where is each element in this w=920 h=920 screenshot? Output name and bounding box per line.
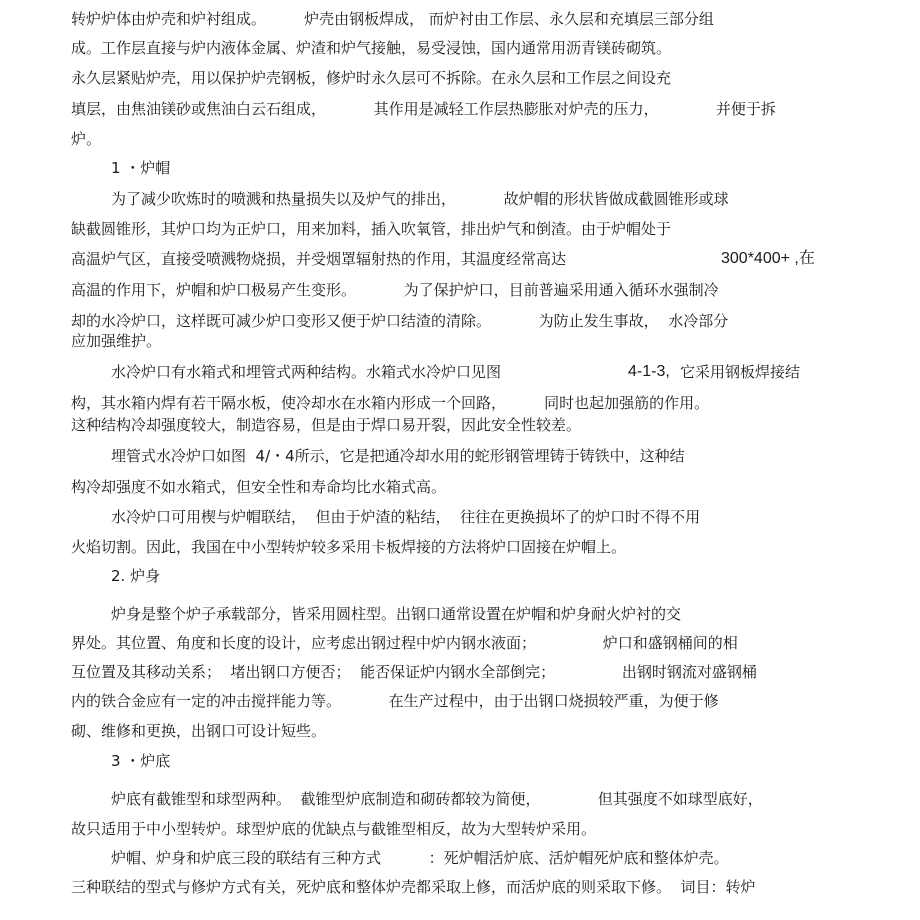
- text-line-22: 内的铁合金应有一定的冲击搅拌能力等。 在生产过程中，由于出钢口烧损较严重，为便于修: [71, 692, 719, 710]
- text-line-1: 转炉炉体由炉壳和炉衬组成。 炉壳由钢板焊成， 而炉衬由工作层、永久层和充填层三部分组: [71, 10, 714, 28]
- text-line-2: 成。工作层直接与炉内液体金属、炉渣和炉气接触，易受浸蚀，国内通常用沥青镁砖砌筑。: [71, 39, 672, 57]
- text-line-20: 界处。其位置、角度和长度的设计，应考虑出钢过程中炉内钢水液面； 炉口和盛钢桶间的相: [71, 634, 738, 652]
- text-line-5: 炉。: [71, 130, 102, 148]
- text-line-9: 高温的作用下，炉帽和炉口极易产生变形。 为了保护炉口，目前普遍采用通入循环水强制冷: [71, 281, 719, 299]
- text-line-4: 填层，由焦油镁砂或焦油白云石组成， 其作用是减轻工作层热膨胀对炉壳的压力， 并便于拆: [71, 100, 776, 118]
- text-line-23: 砌、维修和更换，出钢口可设计短些。: [71, 722, 327, 740]
- temperature-value: 300*400+ ,在: [721, 250, 815, 267]
- text-line-12b: 它采用钢板焊接结: [680, 363, 801, 381]
- text-line-14: 这种结构冷却强度较大，制造容易，但是由于焊口易开裂，因此安全性较差。: [71, 416, 582, 434]
- text-line-27: 三种联结的型式与修炉方式有关，死炉底和整体炉壳都采取上修，而活炉底的则采取下修。 词目：转炉: [71, 878, 756, 896]
- text-line-15: 埋管式水冷炉口如图 4/・4所示，它是把通冷却水用的蛇形钢管埋铸于铸铁中，这种结: [111, 447, 685, 465]
- text-line-24: 炉底有截锥型和球型两种。 截锥型炉底制造和砌砖都较为简便， 但其强度不如球型底好，: [111, 790, 763, 808]
- text-line-25: 故只适用于中小型转炉。球型炉底的优缺点与截锥型相反，故为大型转炉采用。: [71, 820, 597, 838]
- text-line-12: 水冷炉口有水箱式和埋管式两种结构。水箱式水冷炉口见图: [111, 363, 502, 381]
- text-line-26: 炉帽、炉身和炉底三段的联结有三种方式 ：死炉帽活炉底、活炉帽死炉底和整体炉壳。: [111, 849, 729, 867]
- text-line-7: 缺截圆锥形，其炉口均为正炉口，用来加料，插入吹氧管，排出炉气和倒渣。由于炉帽处于: [71, 220, 672, 238]
- text-line-19: 炉身是整个炉子承载部分，皆采用圆柱型。出钢口通常设置在炉帽和炉身耐火炉衬的交: [111, 605, 682, 623]
- text-line-21: 互位置及其移动关系； 堵出钢口方便否； 能否保证炉内钢水全部倒完； 出钢时钢流对盛钢桶: [71, 663, 757, 681]
- section-heading-2: 2. 炉身: [111, 567, 161, 585]
- text-line-11: 应加强维护。: [71, 332, 162, 350]
- text-line-3: 永久层紧贴炉壳，用以保护炉壳钢板，修炉时永久层可不拆除。在永久层和工作层之间设充: [71, 69, 672, 87]
- figure-ref: 4-1-3,: [628, 363, 670, 380]
- text-line-10: 却的水冷炉口，这样既可减少炉口变形又便于炉口结渣的清除。 为防止发生事故， 水冷部分: [71, 312, 729, 330]
- text-line-13: 构，其水箱内焊有若干隔水板，使冷却水在水箱内形成一个回路， 同时也起加强筋的作用。: [71, 394, 710, 412]
- text-line-16: 构冷却强度不如水箱式，但安全性和寿命均比水箱式高。: [71, 478, 447, 496]
- text-line-6: 为了减少吹炼时的喷溅和热量损失以及炉气的排出， 故炉帽的形状皆做成截圆锥形或球: [111, 190, 729, 208]
- text-line-17: 水冷炉口可用楔与炉帽联结， 但由于炉渣的粘结， 往往在更换损坏了的炉口时不得不用: [111, 508, 701, 526]
- text-line-18: 火焰切割。因此，我国在中小型转炉较多采用卡板焊接的方法将炉口固接在炉帽上。: [71, 538, 627, 556]
- section-heading-3: 3 ・炉底: [111, 752, 171, 770]
- section-heading-1: 1 ・炉帽: [111, 159, 171, 177]
- text-line-8: 高温炉气区，直接受喷溅物烧损，并受烟罩辐射热的作用，其温度经常高达: [71, 250, 567, 268]
